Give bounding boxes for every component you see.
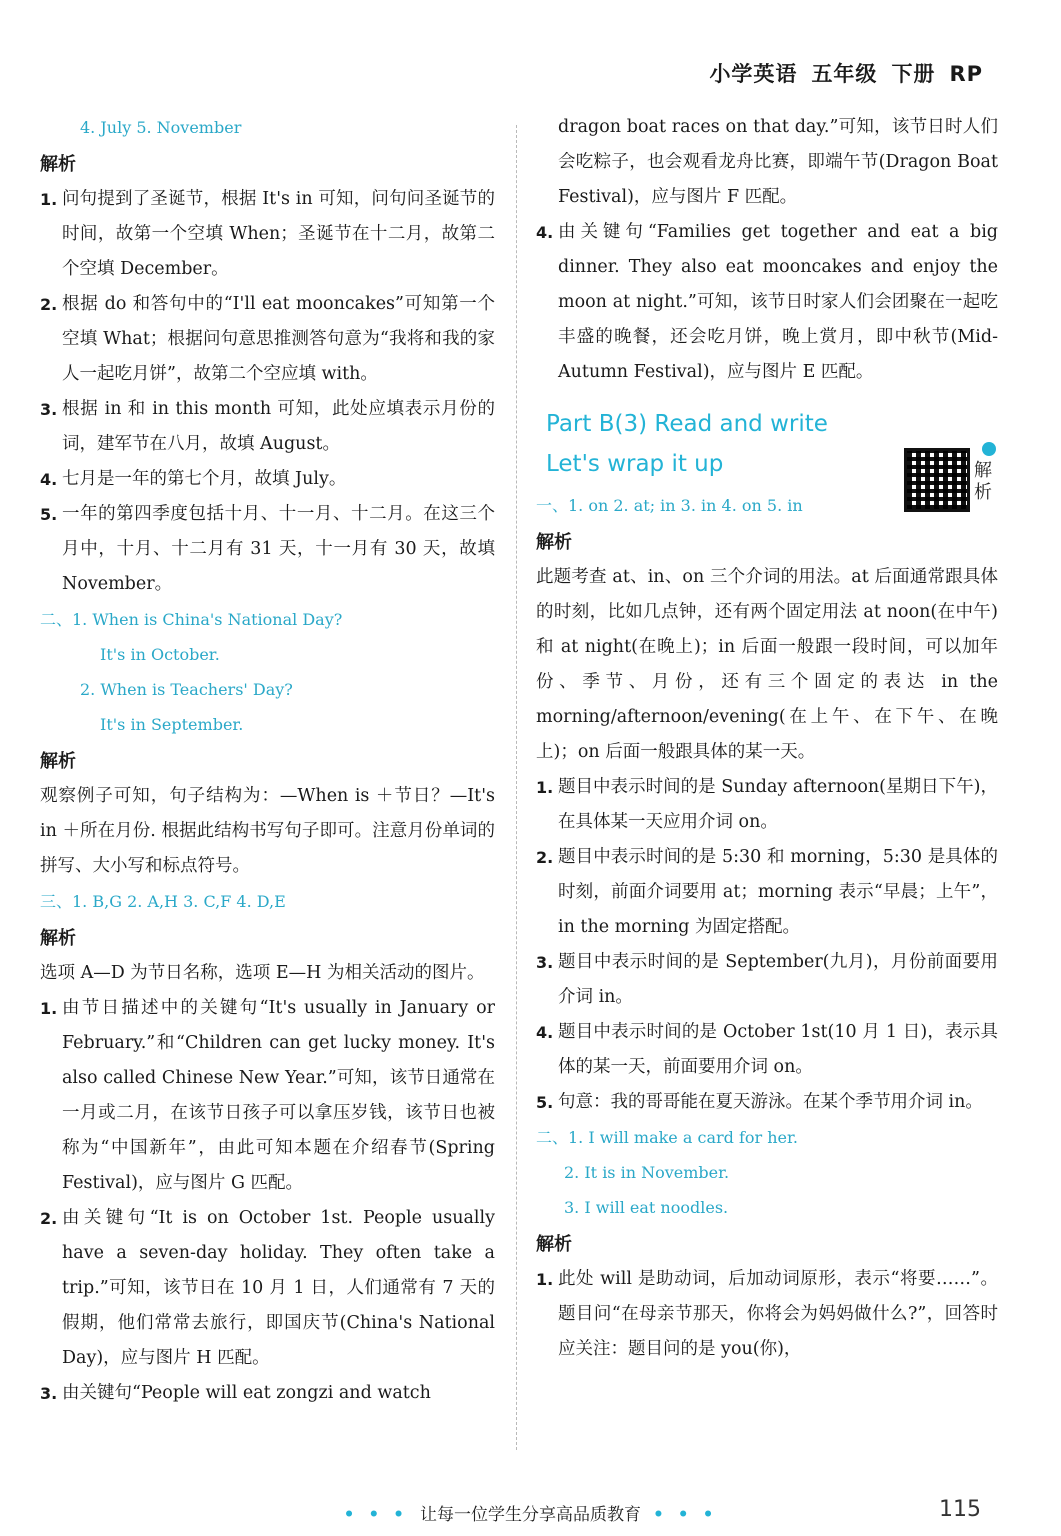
page-number: 115 bbox=[939, 1497, 981, 1522]
section-title: Part B(3) Read and write Let's wrap it up bbox=[546, 411, 828, 477]
analysis-heading: 解析 bbox=[536, 1234, 572, 1255]
right-column bbox=[536, 110, 998, 1367]
subject: 小学英语 bbox=[709, 62, 798, 86]
analysis-list bbox=[40, 991, 495, 1411]
left-column bbox=[40, 110, 495, 1411]
list-item: 1. 题目中表示时间的是 Sunday afternoon(星期日下午)，在具体某一天应用介词 on。 bbox=[536, 777, 998, 832]
footer-slogan: 让每一位学生分享高品质教育 bbox=[420, 1505, 641, 1525]
answer-line: 4. July 5. November bbox=[80, 118, 242, 137]
analysis-paragraph: 此题考查 at、in、on 三个介词的用法。at 后面通常跟具体的时刻，比如几点钟，还有两个固定用法 at noon(在中午)和 at night(在晚上)；in 后面一般跟一段时间，可以加年份、季节、月份，还有三个固定的表达 in the morning/afternoon/evening(在上午、在下午、在晚上)；on 后面一般跟具体的某一天。 bbox=[536, 567, 998, 762]
page-header bbox=[695, 58, 983, 88]
page-footer bbox=[0, 1500, 1061, 1525]
analysis-paragraph: 选项 A—D 为节日名称，选项 E—H 为相关活动的图片。 bbox=[40, 963, 485, 983]
list-item: 2. 由关键句“It is on October 1st. People usually have a seven-day holiday. They often take a trip.”可知，该节日在 10 月 1 日，人们通常有 7 天的假期，他们常常去旅行，即国庆节(China's National Day)，应与图片 H 匹配。 bbox=[40, 1208, 495, 1368]
analysis-list bbox=[536, 770, 998, 1120]
list-item: 3. 由关键句“People will eat zongzi and watch bbox=[40, 1383, 431, 1403]
list-item: 4. 由关键句“Families get together and eat a big dinner. They also eat mooncakes and enjoy the moon at night.”可知，该节日时家人们会团聚在一起吃丰盛的晚餐，还会吃月饼，晚上赏月，即中秋节(Mid-Autumn Festival)，应与图片 E 匹配。 bbox=[536, 222, 998, 382]
analysis-heading: 解析 bbox=[536, 532, 572, 553]
footer-dots: • • • bbox=[343, 1505, 408, 1525]
list-item: 4. 七月是一年的第七个月，故填 July。 bbox=[40, 469, 347, 489]
answer-block-2: 二、1. I will make a card for her. 2. It is in November. 3. I will eat noodles. bbox=[536, 1128, 798, 1217]
list-item: 3. 根据 in 和 in this month 可知，此处应填表示月份的词，建军节在八月，故填 August。 bbox=[40, 399, 495, 454]
continued-paragraph: dragon boat races on that day.”可知，该节日时人们会吃粽子，也会观看龙舟比赛，即端午节(Dragon Boat Festival)，应与图片 F 匹配。 bbox=[558, 117, 998, 207]
answer-line: 一、1. on 2. at; in 3. in 4. on 5. in bbox=[536, 496, 803, 515]
list-item: 1. 由节日描述中的关键句“It's usually in January or February.”和“Children can get lucky money. It's also called Chinese New Year.”可知，该节日通常在一月或二月，在该节日孩子可以拿压岁钱，该节日也被称为“中国新年”，由此可知本题在介绍春节(Spring Festival)，应与图片 G 匹配。 bbox=[40, 998, 495, 1193]
list-item: 5. 一年的第四季度包括十月、十一月、十二月。在这三个月中，十月、十二月有 31 天，十一月有 30 天，故填 November。 bbox=[40, 504, 495, 594]
footer-dots: • • • bbox=[653, 1505, 718, 1525]
answer-line: 三、1. B,G 2. A,H 3. C,F 4. D,E bbox=[40, 892, 286, 911]
answer-block-2: 二、1. When is China's National Day? It's in October. 2. When is Teachers' Day? It's in September. bbox=[40, 610, 343, 734]
list-item: 3. 题目中表示时间的是 September(九月)，月份前面要用介词 in。 bbox=[536, 952, 998, 1007]
analysis-paragraph: 观察例子可知，句子结构为：—When is ＋节日？—It's in ＋所在月份. 根据此结构书写句子即可。注意月份单词的拼写、大小写和标点符号。 bbox=[40, 786, 495, 876]
list-item: 2. 根据 do 和答句中的“I'll eat mooncakes”可知第一个空填 What；根据问句意思推测答句意为“我将和我的家人一起吃月饼”，故第二个空应填 with。 bbox=[40, 294, 495, 384]
qr-code-icon bbox=[904, 448, 970, 512]
list-item: 2. 题目中表示时间的是 5:30 和 morning，5:30 是具体的时刻，前面介词要用 at；morning 表示“早晨；上午”，in the morning 为固定搭配。 bbox=[536, 847, 998, 937]
list-item: 4. 题目中表示时间的是 October 1st(10 月 1 日)，表示具体的某一天，前面要用介词 on。 bbox=[536, 1022, 998, 1077]
list-item: 1. 问句提到了圣诞节，根据 It's in 可知，问句问圣诞节的时间，故第一个空填 When；圣诞节在十二月，故第二个空填 December。 bbox=[40, 189, 495, 279]
volume: 下册 bbox=[891, 62, 936, 86]
grade: 五年级 bbox=[811, 62, 878, 86]
qr-label: 解析 bbox=[974, 460, 992, 503]
analysis-heading: 解析 bbox=[40, 154, 76, 175]
analysis-list bbox=[40, 182, 495, 602]
list-item: 1. 此处 will 是助动词，后加动词原形，表示“将要……”。题目问“在母亲节那天，你将会为妈妈做什么?”，回答时应关注：题目问的是 you(你)， bbox=[536, 1269, 998, 1359]
column-divider bbox=[516, 125, 517, 1450]
list-item: 5. 句意：我的哥哥能在夏天游泳。在某个季节用介词 in。 bbox=[536, 1092, 983, 1112]
qr-code[interactable] bbox=[902, 448, 998, 518]
play-icon bbox=[982, 442, 996, 456]
analysis-heading: 解析 bbox=[40, 751, 76, 772]
analysis-heading: 解析 bbox=[40, 928, 76, 949]
edition: RP bbox=[949, 62, 983, 86]
